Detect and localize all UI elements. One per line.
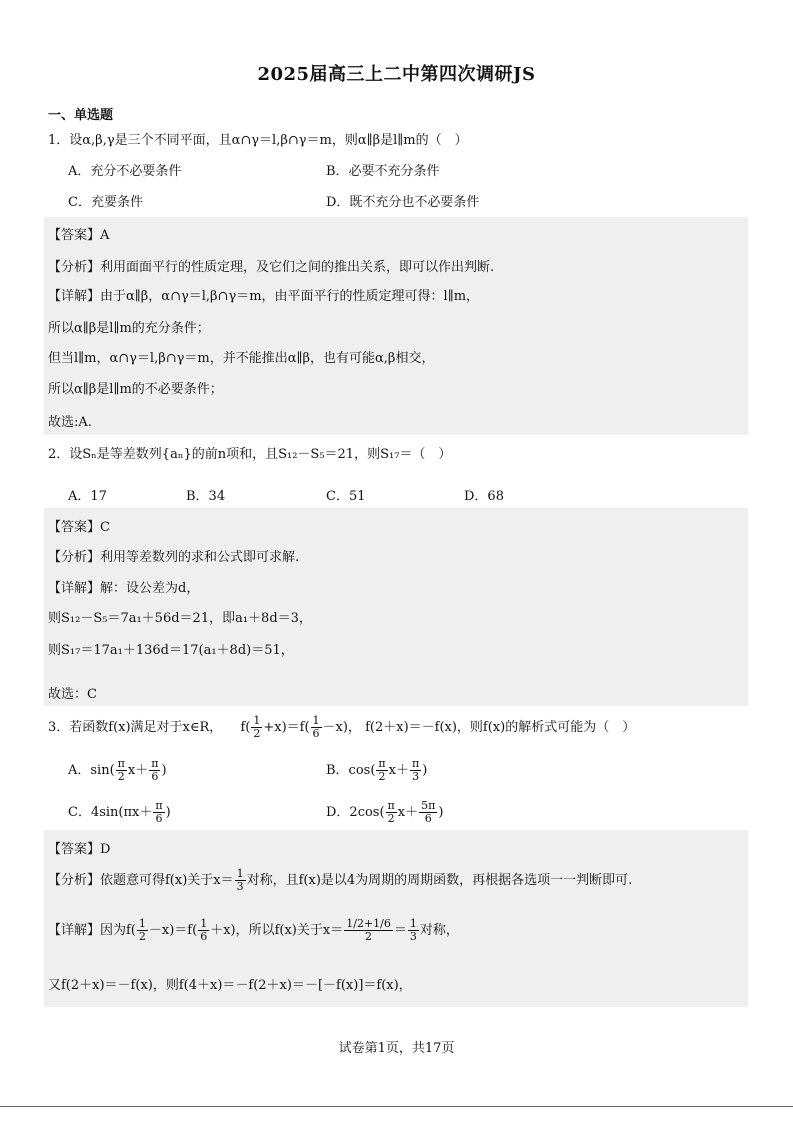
q3-detail-line: 又f(2＋x)＝－f(x)，则f(4＋x)＝－f(2＋x)＝－[－f(x)]＝f(x)， [48, 978, 412, 993]
q1-detail-line: 【详解】由于α∥β，α∩γ＝l,β∩γ＝m，由平面平行的性质定理可得：l∥m， [48, 289, 480, 304]
q1-option-b: B．必要不充分条件 [326, 164, 440, 179]
q3-option-a: A．sin( $\frac{\pi}{2}$ x＋ $\frac{\pi}{6}$ ) [68, 757, 167, 783]
q3-stem [48, 715, 635, 740]
q1-option-d: D．既不充分也不必要条件 [326, 195, 480, 210]
q2-detail-line: 【详解】解：设公差为d， [48, 581, 200, 596]
q3-stem-eq2: f(2＋x)＝－f(x)，则f(x)的解析式可能为（ ） [365, 720, 636, 735]
q1-analysis: 【分析】利用面面平行的性质定理，及它们之间的推出关系，即可以作出判断. [48, 260, 495, 275]
q2-answer: 【答案】C [48, 520, 110, 535]
q2-detail-line: 故选：C [48, 687, 97, 702]
q1-detail-line: 所以α∥β是l∥m的充分条件； [48, 321, 210, 336]
q3-detail-line: 【详解】因为f( $\frac{1}{2}$ －x)＝f( $\frac{1}{6}$ ＋x)，所以f(x)关于x＝ $\frac{1/2+1/6}{2}$ ＝ $\frac{1}{3}$ 对称， [48, 917, 459, 943]
q3-answer: 【答案】D [48, 842, 111, 857]
q3-frac-half: $\frac{1}{2}$ [253, 714, 261, 740]
q1-detail-line: 所以α∥β是l∥m的不必要条件； [48, 382, 223, 397]
q3-stem-eq1-mid: +x)＝f( [263, 720, 310, 735]
q1-option-c: C．充要条件 [68, 195, 143, 210]
q2-option-c: C．51 [326, 489, 366, 504]
q3-stem-head: 3．若函数f(x)满足对于x∈R， [48, 720, 223, 735]
q3-analysis: 【分析】依题意可得f(x)关于x＝ $\frac{1}{3}$ 对称，且f(x)是以4为周期的周期函数，再根据各选项一一判断即可. [48, 867, 633, 893]
q2-option-d: D．68 [464, 489, 504, 504]
q1-stem: 1．设α,β,γ是三个不同平面，且α∩γ＝l,β∩γ＝m，则α∥β是l∥m的（ ） [48, 133, 468, 148]
bottom-divider [0, 1106, 793, 1107]
q3-frac-sixth: $\frac{1}{6}$ [312, 714, 320, 740]
q2-stem: 2．设Sₙ是等差数列{aₙ}的前n项和，且S₁₂－S₅＝21，则S₁₇＝（ ） [48, 447, 452, 462]
q1-detail-line: 但当l∥m，α∩γ＝l,β∩γ＝m，并不能推出α∥β，也有可能α,β相交， [48, 351, 435, 366]
q2-option-b: B．34 [186, 489, 226, 504]
q3-stem-eq1-left: f( [240, 720, 251, 735]
section-heading: 一、单选题 [48, 108, 114, 123]
q2-detail-line: 则S₁₇＝17a₁＋136d＝17(a₁＋8d)＝51， [48, 643, 294, 658]
page-title: 2025届高三上二中第四次调研JS [257, 64, 536, 85]
q3-option-b: B．cos( $\frac{\pi}{2}$ x＋ $\frac{\pi}{3}$ ) [326, 757, 428, 783]
q1-detail-line: 故选:A. [48, 415, 92, 430]
q2-analysis: 【分析】利用等差数列的求和公式即可求解. [48, 550, 300, 565]
q1-answer: 【答案】A [48, 228, 110, 243]
q2-option-a: A．17 [68, 489, 107, 504]
q3-stem-eq1-right: －x)， [322, 720, 361, 735]
page-footer: 试卷第1页，共17页 [338, 1041, 455, 1056]
q3-option-c: C．4sin(πx＋ $\frac{\pi}{6}$ ) [68, 799, 171, 825]
q1-option-a: A．充分不必要条件 [68, 164, 182, 179]
q2-detail-line: 则S₁₂－S₅＝7a₁＋56d＝21，即a₁＋8d＝3， [48, 611, 312, 626]
q3-option-d: D．2cos( $\frac{\pi}{2}$ x＋ $\frac{5\pi}{6}$ ) [326, 799, 444, 825]
